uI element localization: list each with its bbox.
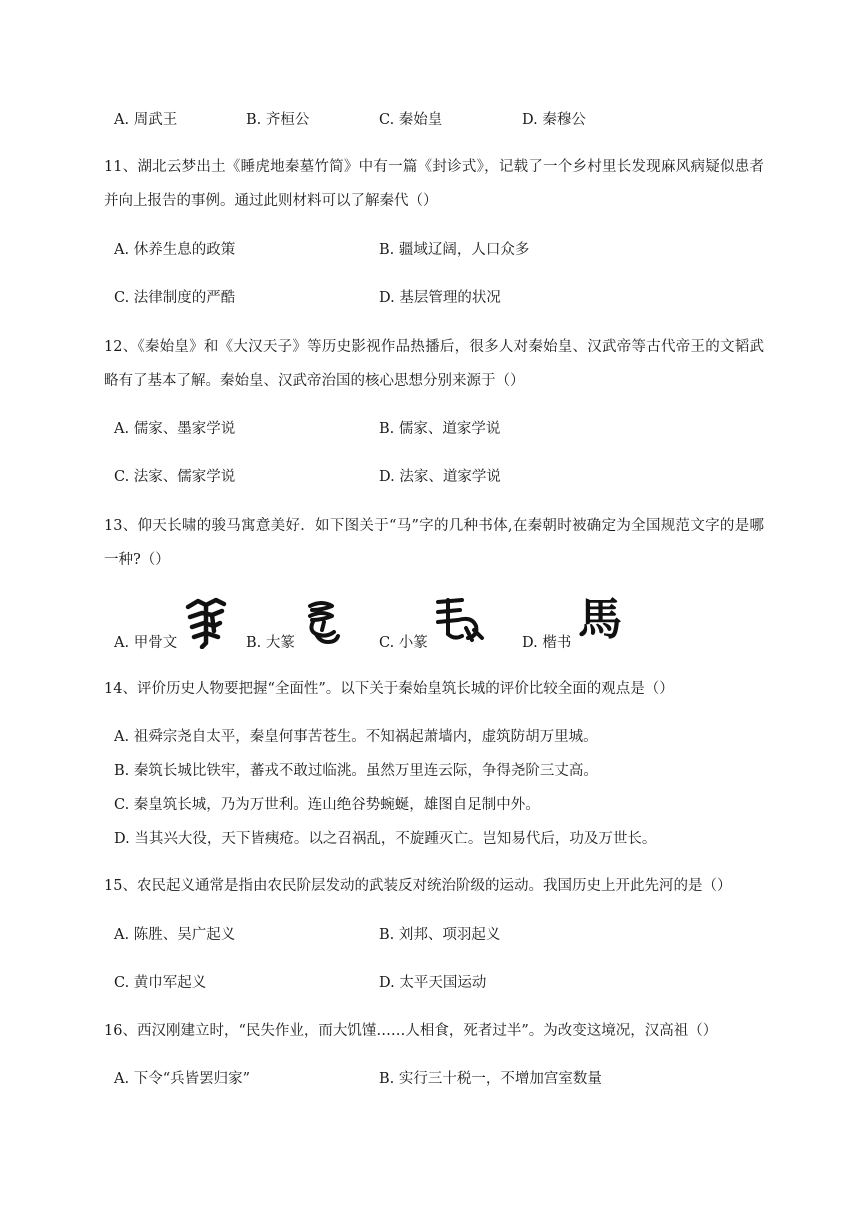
- q13-option-b[interactable]: B. 大篆: [246, 635, 295, 651]
- q12-option-c[interactable]: C. 法家、儒家学说: [114, 469, 236, 485]
- question-16-text: 16、西汉刚建立时，“民失作业，而大饥馑……人相食，死者过半”。为改变这境况，汉高祖（）: [104, 1023, 718, 1039]
- small-seal-horse-glyph: [432, 594, 486, 646]
- question-13-text: 13、仰天长啸的骏马寓意美好．如下图关于“马”字的几种书体,在秦朝时被确定为全国规范文字的是哪一种?（）: [104, 518, 764, 568]
- q15-option-a[interactable]: A. 陈胜、吴广起义: [114, 927, 236, 943]
- option-d[interactable]: D. 秦穆公: [522, 112, 586, 128]
- q14-option-a[interactable]: A. 祖舜宗尧自太平，秦皇何事苦苍生。不知祸起萧墙内，虚筑防胡万里城。: [114, 729, 598, 745]
- q11-option-d[interactable]: D. 基层管理的状况: [379, 290, 501, 306]
- q12-option-a[interactable]: A. 儒家、墨家学说: [114, 421, 236, 437]
- q12-option-d[interactable]: D. 法家、道家学说: [379, 469, 501, 485]
- q13-option-a[interactable]: A. 甲骨文: [114, 635, 178, 651]
- question-12-text: 12、《秦始皇》和《大汉天子》等历史影视作品热播后，很多人对秦始皇、汉武帝等古代帝王的文韬武略有了基本了解。秦始皇、汉武帝治国的核心思想分别来源于（）: [104, 339, 764, 389]
- q14-option-b[interactable]: B. 秦筑长城比铁牢，蕃戎不敢过临洮。虽然万里连云际，争得尧阶三丈高。: [114, 763, 598, 779]
- option-c[interactable]: C. 秦始皇: [379, 112, 443, 128]
- q13-option-d[interactable]: D. 楷书: [522, 635, 572, 651]
- q15-option-c[interactable]: C. 黄巾军起义: [114, 975, 207, 991]
- regular-script-horse-glyph: 馬: [578, 594, 622, 645]
- option-b[interactable]: B. 齐桓公: [246, 112, 310, 128]
- option-a[interactable]: A. 周武王: [114, 112, 178, 128]
- q12-option-b[interactable]: B. 儒家、道家学说: [379, 421, 501, 437]
- q16-option-b[interactable]: B. 实行三十税一，不增加宫室数量: [379, 1071, 602, 1087]
- q15-option-d[interactable]: D. 太平天国运动: [379, 975, 487, 991]
- q11-option-a[interactable]: A. 休养生息的政策: [114, 242, 236, 258]
- q13-option-c[interactable]: C. 小篆: [379, 635, 428, 651]
- q16-option-a[interactable]: A. 下令“兵皆罢归家”: [114, 1071, 251, 1087]
- q11-option-b[interactable]: B. 疆域辽阔，人口众多: [379, 242, 530, 258]
- question-15-text: 15、农民起义通常是指由农民阶层发动的武装反对统治阶级的运动。我国历史上开此先河的是（）: [104, 878, 732, 894]
- question-11-text: 11、湖北云梦出土《睡虎地秦墓竹简》中有一篇《封诊式》，记载了一个乡村里长发现麻风病疑似患者并向上报告的事例。通过此则材料可以了解秦代（）: [104, 159, 764, 209]
- q11-option-c[interactable]: C. 法律制度的严酷: [114, 290, 236, 306]
- question-14-text: 14、评价历史人物要把握“全面性”。以下关于秦始皇筑长城的评价比较全面的观点是（）: [104, 681, 674, 697]
- q14-option-c[interactable]: C. 秦皇筑长城，乃为万世利。连山绝谷势蜿蜒，雄图自足制中外。: [114, 797, 540, 813]
- large-seal-horse-glyph: [302, 598, 342, 648]
- q15-option-b[interactable]: B. 刘邦、项羽起义: [379, 927, 501, 943]
- q14-option-d[interactable]: D. 当其兴大役，天下皆痍疮。以之召祸乱，不旋踵灭亡。岂知易代后，功及万世长。: [114, 831, 657, 847]
- oracle-bone-horse-glyph: [184, 597, 228, 649]
